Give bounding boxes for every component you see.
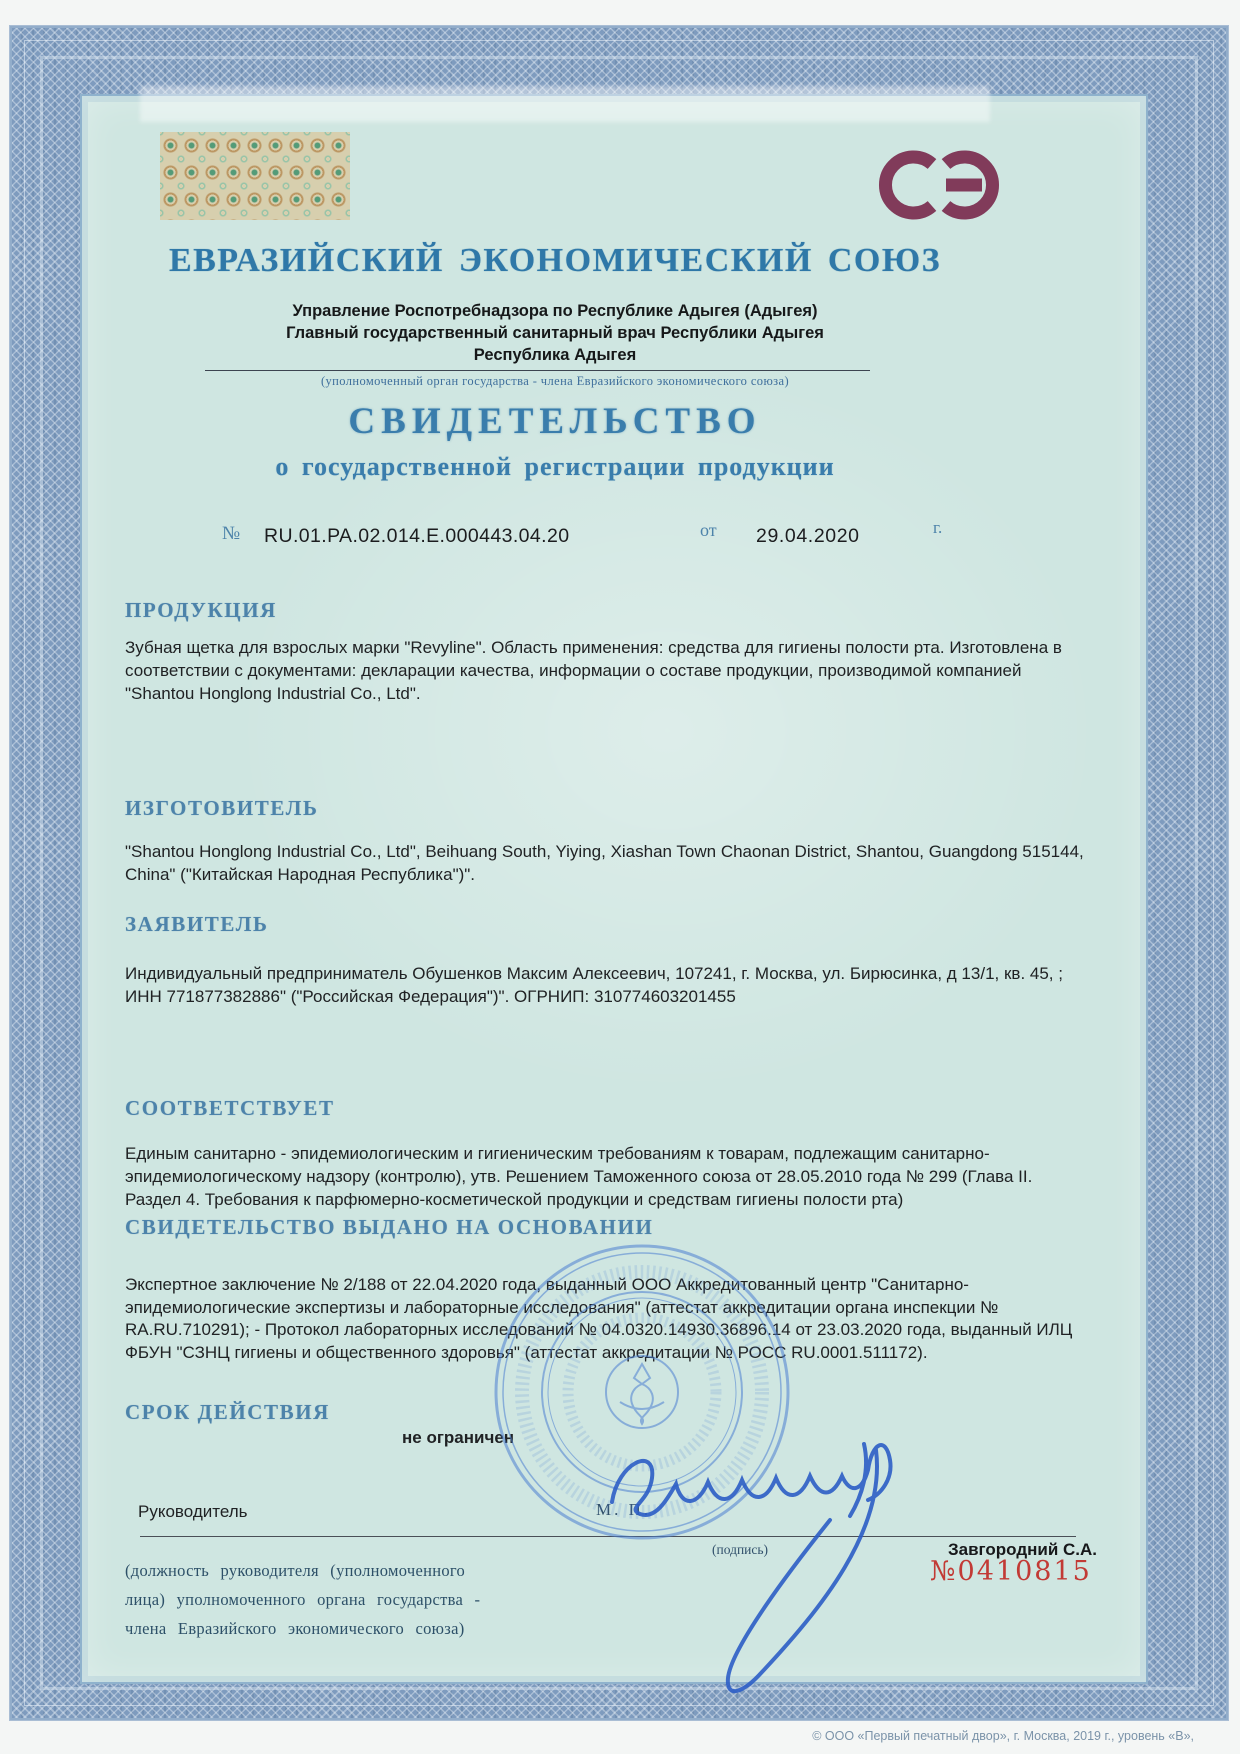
authority-block [85,300,1025,366]
certificate-number: RU.01.PA.02.014.E.000443.04.20 [264,525,570,547]
section-body-manufacturer: "Shantou Honglong Industrial Co., Ltd", Beihuang South, Yiying, Xiashan Town Chaonan District, Shantou, Guangdong 515144, China" ("Китайская Народная Республика")". [125,842,1084,884]
official-round-stamp [492,1242,792,1542]
signature-caption: (подпись) [712,1542,769,1557]
position-note-line-1: (должность руководителя (уполномоченного [125,1561,466,1580]
certificate-date: 29.04.2020 [756,525,860,547]
head-label: Руководитель [138,1502,248,1521]
section-body-product: Зубная щетка для взрослых марки "Revyline". Область применения: средства для гигиены полости рта. Изготовлена в соответствии с документами: декларации качества, информации о составе продукции, производимой компанией "Shantou Honglong Industrial Co., Ltd". [125,638,1062,703]
scan-glare [140,86,990,122]
serial-number: №0410815 [930,1556,1092,1587]
section-body-conforms: Единым санитарно - эпидемиологическим и гигиеническим требованиям к товарам, подлежащим санитарно-эпидемиологическому надзору (контролю), утв. Решением Таможенного союза от 28.05.2010 года № 299 (Глава II. Раздел 4. Требования к парфюмерно-косметической продукции и средствам гигиены полости рта) [125,1144,1033,1209]
year-label: г. [933,518,943,537]
number-label: № [222,523,241,544]
authority-note: (уполномоченный орган государства - члена Евразийского экономического союза) [320,374,790,388]
printer-note: © ООО «Первый печатный двор», г. Москва, 2019 г., уровень «В», [812,1729,1194,1743]
position-note [125,1556,480,1643]
guilloche-ornament [160,132,350,220]
authority-line-1: Управление Роспотребнадзора по Республике Адыгея (Адыгея) [292,302,818,320]
seal-place-label: М. П. [596,1500,652,1519]
validity-value: не ограничен [402,1428,515,1447]
document-title: СВИДЕТЕЛЬСТВО [348,401,762,442]
section-heading-applicant: ЗАЯВИТЕЛЬ [125,912,269,936]
authority-divider [205,370,870,371]
union-title: ЕВРАЗИЙСКИЙ ЭКОНОМИЧЕСКИЙ СОЮЗ [168,242,942,279]
section-body-applicant: Индивидуальный предприниматель Обушенков Максим Алексеевич, 107241, г. Москва, ул. Бирюсинка, д 13/1, кв. 45, ; ИНН 771877382886" ("Российская Федерация")". ОГРНИП: 310774603201455 [125,964,1063,1006]
section-heading-product: ПРОДУКЦИЯ [125,598,277,622]
authority-line-3: Республика Адыгея [473,346,637,364]
section-body-basis: Экспертное заключение № 2/188 от 22.04.2020 года, выданный ООО Аккредитованный центр "Санитарно-эпидемиологические экспертизы и лабораторные исследования" (аттестат аккредитации органа инспекции № RA.RU.710291); - Протокол лабораторных исследований № 04.0320.14930.36896.14 от 23.03.2020 года, выданный ИЛЦ ФБУН "СЗНЦ гигиены и общественного здоровья" (аттестат аккредитации № РОСС RU.0001.511172). [125,1275,1073,1362]
section-heading-basis: СВИДЕТЕЛЬСТВО ВЫДАНО НА ОСНОВАНИИ [125,1215,654,1239]
authority-line-2: Главный государственный санитарный врач Республики Адыгея [286,324,824,342]
position-note-line-2: лица) уполномоченного органа государства - [125,1590,481,1609]
section-heading-conforms: СООТВЕТСТВУЕТ [125,1096,335,1120]
section-heading-manufacturer: ИЗГОТОВИТЕЛЬ [125,796,319,820]
position-note-line-3: члена Евразийского экономического союза) [125,1619,465,1638]
signer-name: Завгородний С.А. [948,1540,1098,1559]
document-subtitle: о государственной регистрации продукции [275,452,835,481]
section-heading-validity: СРОК ДЕЙСТВИЯ [125,1400,330,1424]
from-label: от [700,520,717,540]
eaeu-se-logo [866,144,1016,224]
